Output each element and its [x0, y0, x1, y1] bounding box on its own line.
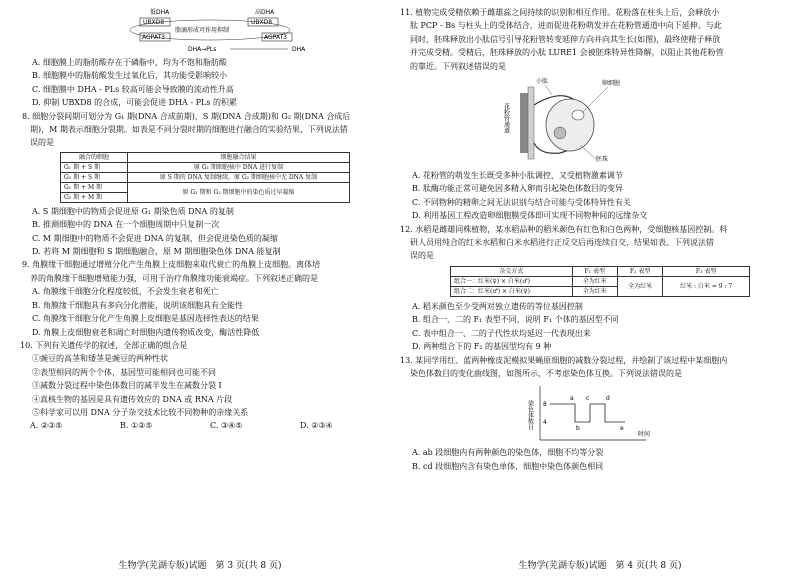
- q12-option-b: B. 组合一、二的 F₁ 表型不同，说明 F₁ 个体的基因型不同: [412, 315, 619, 325]
- q7-option-a: A. 细胞膜上的脂肪酸存在于磷脂中，均为不饱和脂肪酸: [32, 58, 227, 67]
- q8-stem-line3: 误的是: [30, 138, 54, 148]
- q13-point-b: b: [576, 425, 580, 433]
- q8-option-b: B. 推测细胞中的 DNA 在一个细胞周期中只复制一次: [32, 220, 220, 230]
- q8-table-cell: G₂ 期 + M 期: [61, 192, 128, 202]
- q8-table-cell: G₁ 期 + S 期: [61, 162, 128, 172]
- left-footer: 生物学(芜湖专版)试题 第 3 页(共 8 页): [118, 561, 282, 571]
- q11-label-ovule: 胚珠: [596, 156, 609, 164]
- q12-table-header: F₃ 表型: [663, 266, 750, 276]
- q8-table-cell: G₂ 期 + S 期: [61, 172, 128, 182]
- q10-item-2: ②表型相同的两个个体，基因型可能相同也可能不同: [32, 367, 216, 377]
- diag-label-mid: 脂滴形成可作用抑制: [175, 27, 230, 34]
- q13-ytick: 4: [543, 419, 547, 427]
- q11-stem-line1: 11. 植物完成受精依赖于雌雄蕊之间持续的识别和相互作用。花粉落在柱头上后，会释放小: [400, 8, 720, 17]
- q8-table-header: 细胞融合结果: [128, 152, 350, 162]
- q11-option-a: A. 花粉管的萌发生长既受多种小肽调控，又受植物激素调节: [412, 171, 623, 181]
- q13-xlabel: 时间: [638, 431, 651, 439]
- q11-stem-line4: 并完成受精。受精后，胚珠释放的小肽 LURE1 会被胚珠特异性降解，以阻止其他花粉管: [410, 48, 724, 58]
- q13-ylabel: 染色体数目: [526, 400, 534, 431]
- q10-stem: 10. 下列有关遗传学的叙述，全部正确的组合是: [20, 340, 188, 350]
- q12-table: [450, 266, 750, 297]
- q8-option-d: D. 若将 M 期细胞和 S 期细胞融合，原 M 期细胞染色体 DNA 能复制: [32, 247, 281, 257]
- q12-stem-line2: 研人员用纯合的红米水稻和白米水稻进行正反交后再连续自交，结果如表。下列说法错: [410, 238, 714, 248]
- q8-table-cell: 原 S 期的 DNA 复制继续，原 G₂ 期细胞核中无 DNA 复制: [128, 172, 350, 182]
- q11-stem-line2: 肽 PCP - Bs 与柱头上的受体结合，进而促进花粉萌发并在花粉管通道中向下延伸。与此: [410, 21, 722, 31]
- q11-label-pollen: 小肽: [536, 78, 549, 86]
- q7-option-c: C. 细胞膜中 DHA - PLs 较高可能会导致膜的流动性升高: [32, 84, 234, 94]
- diag-box-left: UBXD8: [143, 19, 165, 26]
- q11-option-c: C. 不同物种的精卵之间无法识别与结合可能与受体特异性有关: [412, 197, 631, 207]
- q7-option-d: D. 抑制 UBXD8 的合成，可能会促进 DHA - PLs 的积累: [32, 98, 237, 108]
- q12-option-a: A. 稻米颜色至少受两对独立遗传的等位基因控制: [412, 301, 583, 311]
- q13-stem-line2: 染色体数目的变化曲线图，如图所示，不考虑染色体互换。下列说法错误的是: [410, 368, 682, 378]
- q10-option-b: B. ①②⑤: [120, 421, 153, 431]
- q12-table-header: F₂ 表型: [617, 266, 662, 276]
- q10-options: [30, 419, 390, 432]
- q12-table-cell: 组合二：红米(♂) × 白米(♀): [451, 286, 573, 296]
- q9-option-b: B. 角膜缘干细胞具有多向分化潜能，说明该细胞具有全能性: [32, 300, 243, 310]
- q12-table-header: 杂交方式: [451, 266, 573, 276]
- diag-label-bottom-right: DHA: [292, 46, 306, 53]
- q10-item-3: ③减数分裂过程中染色体数目的减半发生在减数分裂 I: [32, 381, 222, 391]
- q8-option-a: A. S 期细胞中的物质会促进原 G₁ 期染色质 DNA 的复制: [32, 206, 234, 216]
- q12-table-header: F₁ 表型: [572, 266, 617, 276]
- right-page: [400, 0, 800, 579]
- q13-ytick: 8: [543, 401, 547, 409]
- diag-box-right: UBXD8: [251, 19, 273, 26]
- q12-table-cell: 全为红米: [572, 286, 617, 296]
- q12-stem-line1: 12. 水稻是雌雄同株植物，某水稻品种的稻米颜色有红色和白色两种，受细胞核基因控制。科: [400, 224, 728, 234]
- q8-option-c: C. M 期细胞中的物质不会促进 DNA 的复制，但会促进染色质的凝缩: [32, 233, 278, 243]
- q13-point-c: c: [586, 395, 590, 403]
- q8-stem-line2: 期)，M 期表示细胞分裂期。如表是不同分裂时期的细胞进行融合的实验结果，下列说法错: [30, 125, 348, 135]
- q11-diagram: [410, 73, 778, 169]
- q10-option-d: D. ②③④: [300, 421, 333, 431]
- q12-stem-line3: 误的是: [410, 251, 434, 261]
- q13-graph: [410, 380, 778, 446]
- q8-table-header: 融合的细胞: [61, 152, 128, 162]
- q9-option-d: D. 角膜上皮细胞衰老和凋亡时细胞内遗传物质改变，酶活性降低: [32, 327, 260, 337]
- q8-table-cell: 原 G₁ 期和 G₂ 期细胞中的染色质过早凝缩: [128, 182, 350, 202]
- q11-label-tube: 花粉管通道: [502, 103, 510, 134]
- diag-label-bottom: DHA→PLs: [188, 46, 217, 53]
- q12-option-d: D. 两种组合下的 F₂ 的基因型均有 9 种: [412, 342, 552, 352]
- q9-option-c: C. 角膜缘干细胞分化产生角膜上皮细胞是基因选择性表达的结果: [32, 314, 259, 324]
- q9-option-a: A. 角膜缘干细胞分化程度较低，不会发生衰老和死亡: [32, 287, 219, 297]
- q11-option-d: D. 利用基因工程改造卵细胞膜受体即可实现不同物种间的远缘杂交: [412, 211, 648, 221]
- q13-point-e: e: [620, 425, 624, 433]
- q13-option-b: B. cd 段细胞内含有染色单体，细胞中染色体颜色相同: [412, 461, 604, 471]
- q13-option-a: A. ab 段细胞内有两种颜色的染色体，细胞不均等分裂: [412, 448, 604, 458]
- q10-item-4: ④真核生物的基因是具有遗传效应的 DNA 或 RNA 片段: [32, 394, 233, 404]
- q7-diagram: [30, 6, 390, 56]
- q7-option-b: B. 细胞膜中的脂肪酸发生过氧化后，其功能受影响较小: [32, 71, 227, 81]
- diag-agpat-left: AGPAT3: [142, 34, 166, 41]
- q11-stem-line5: 的靠近。下列叙述错误的是: [410, 61, 506, 71]
- right-footer: 生物学(芜湖专版)试题 第 4 页(共 8 页): [518, 561, 682, 571]
- q9-stem-line1: 9. 角膜缘干细胞通过增殖分化产生角膜上皮细胞来取代衰亡的角膜上皮细胞。离体培: [22, 260, 321, 270]
- q13-point-a: a: [570, 395, 574, 403]
- q12-option-c: C. 表中组合一、二的子代性状均延迟一代表现出来: [412, 328, 591, 338]
- q13-point-d: d: [606, 395, 610, 403]
- q12-table-cell: 组合一：红米(♀) × 白米(♂): [451, 276, 573, 286]
- q10-option-a: A. ②③⑤: [30, 421, 63, 431]
- q8-stem-line1: 8. 细胞分裂间期可划分为 G₁ 期(DNA 合成前期)，S 期(DNA 合成期)和 G₂ 期(DNA 合成后: [22, 111, 351, 121]
- q9-stem-line2: 养的角膜缘干细胞增殖能力强，可用于治疗角膜缘功能衰竭症。下列叙述正确的是: [30, 273, 318, 283]
- q12-table-cell: 红米 : 白米 = 9 : 7: [663, 276, 750, 296]
- q10-option-c: C. ③④⑤: [210, 421, 243, 431]
- diag-agpat-right: AGPAT3: [264, 34, 288, 41]
- diag-label-low-dha: 低DHA: [150, 9, 170, 16]
- q13-stem-line1: 13. 某同学用红、蓝两种橡皮泥模拟果蝇原细胞的减数分裂过程，并绘制了该过程中某细胞内: [400, 355, 728, 365]
- q11-stem-line3: 同时，胚珠释放出小肽信号引导花粉管转变延伸方向并向其生长(如图)，最终使精子释放: [410, 34, 721, 44]
- q11-option-b: B. 肽酶功能正常可避免因多精入卵而引起染色体数目的变异: [412, 184, 623, 194]
- q8-table-cell: G₁ 期 + M 期: [61, 182, 128, 192]
- q10-item-5: ⑤科学家可以用 DNA 分子杂交技术比较不同物种的亲缘关系: [32, 407, 249, 417]
- q8-table: [60, 152, 350, 203]
- q12-table-cell: 全为红米: [617, 276, 662, 296]
- diag-label-high-dha: 高DHA: [255, 9, 275, 16]
- q8-table-cell: 原 G₁ 期细胞核中 DNA 进行复制: [128, 162, 350, 172]
- q11-label-egg: 卵细胞: [602, 80, 621, 88]
- q10-item-1: ①豌豆的高茎和矮茎是豌豆的两种性状: [32, 354, 168, 364]
- q12-table-cell: 全为红米: [572, 276, 617, 286]
